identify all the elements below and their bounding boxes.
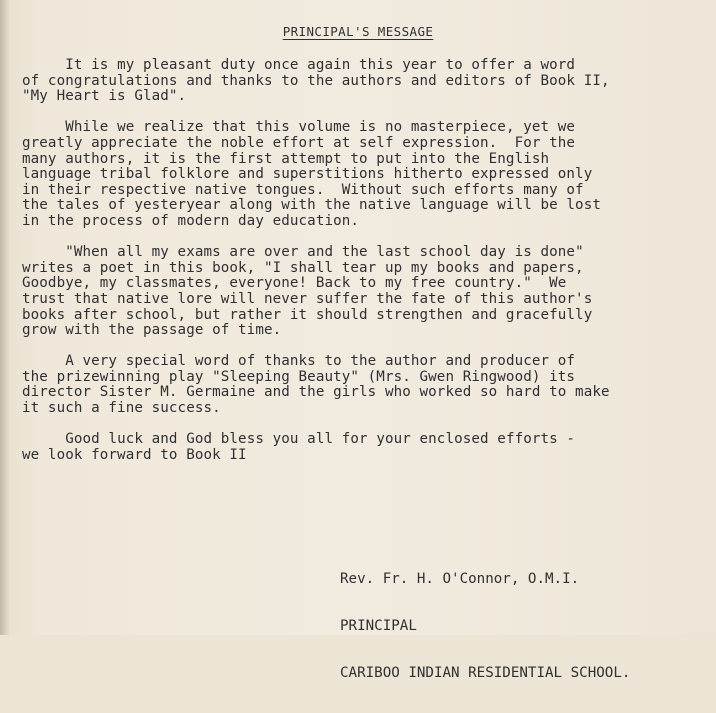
paragraph-appreciation: While we realize that this volume is no masterpiece, yet we greatly appreciate the noble effort at self expression. For the many authors, it is the first attempt to put into the English language tribal folklore and superstitions hitherto expressed only in their respective native tongues. Without such efforts many of the tales of yesteryear along with the native language will be lost in the process of modern day education. xyxy=(22,119,601,229)
page-title: PRINCIPAL'S MESSAGE xyxy=(282,24,434,39)
paragraph-closing: Good luck and God bless you all for your enclosed efforts - we look forward to Book II xyxy=(22,431,576,463)
signature-school: CARIBOO INDIAN RESIDENTIAL SCHOOL. xyxy=(340,664,631,681)
paragraph-intro: It is my pleasant duty once again this year to offer a word of congratulations and thanks to the authors and editors of Book II, "My Heart is Glad". xyxy=(22,57,610,105)
message-body xyxy=(22,58,694,479)
paragraph-poet-quote: "When all my exams are over and the last school day is done" writes a poet in this book, "I shall tear up my books and papers, Goodbye, my classmates, everyone! Back to my free country." We trust that native lore will never suffer the fate of this author's books after school, but rather it should strengthen and gracefully grow with the passage of time. xyxy=(22,244,593,339)
signature-block xyxy=(340,541,630,713)
signature-name: Rev. Fr. H. O'Connor, O.M.I. xyxy=(340,571,580,588)
page-binding-shadow xyxy=(0,0,10,635)
signature-role: PRINCIPAL xyxy=(340,617,417,634)
paragraph-special-thanks: A very special word of thanks to the author and producer of the prizewinning play "Sleeping Beauty" (Mrs. Gwen Ringwood) its director Sister M. Germaine and the girls who worked so hard to make it such a fine success. xyxy=(22,353,610,417)
